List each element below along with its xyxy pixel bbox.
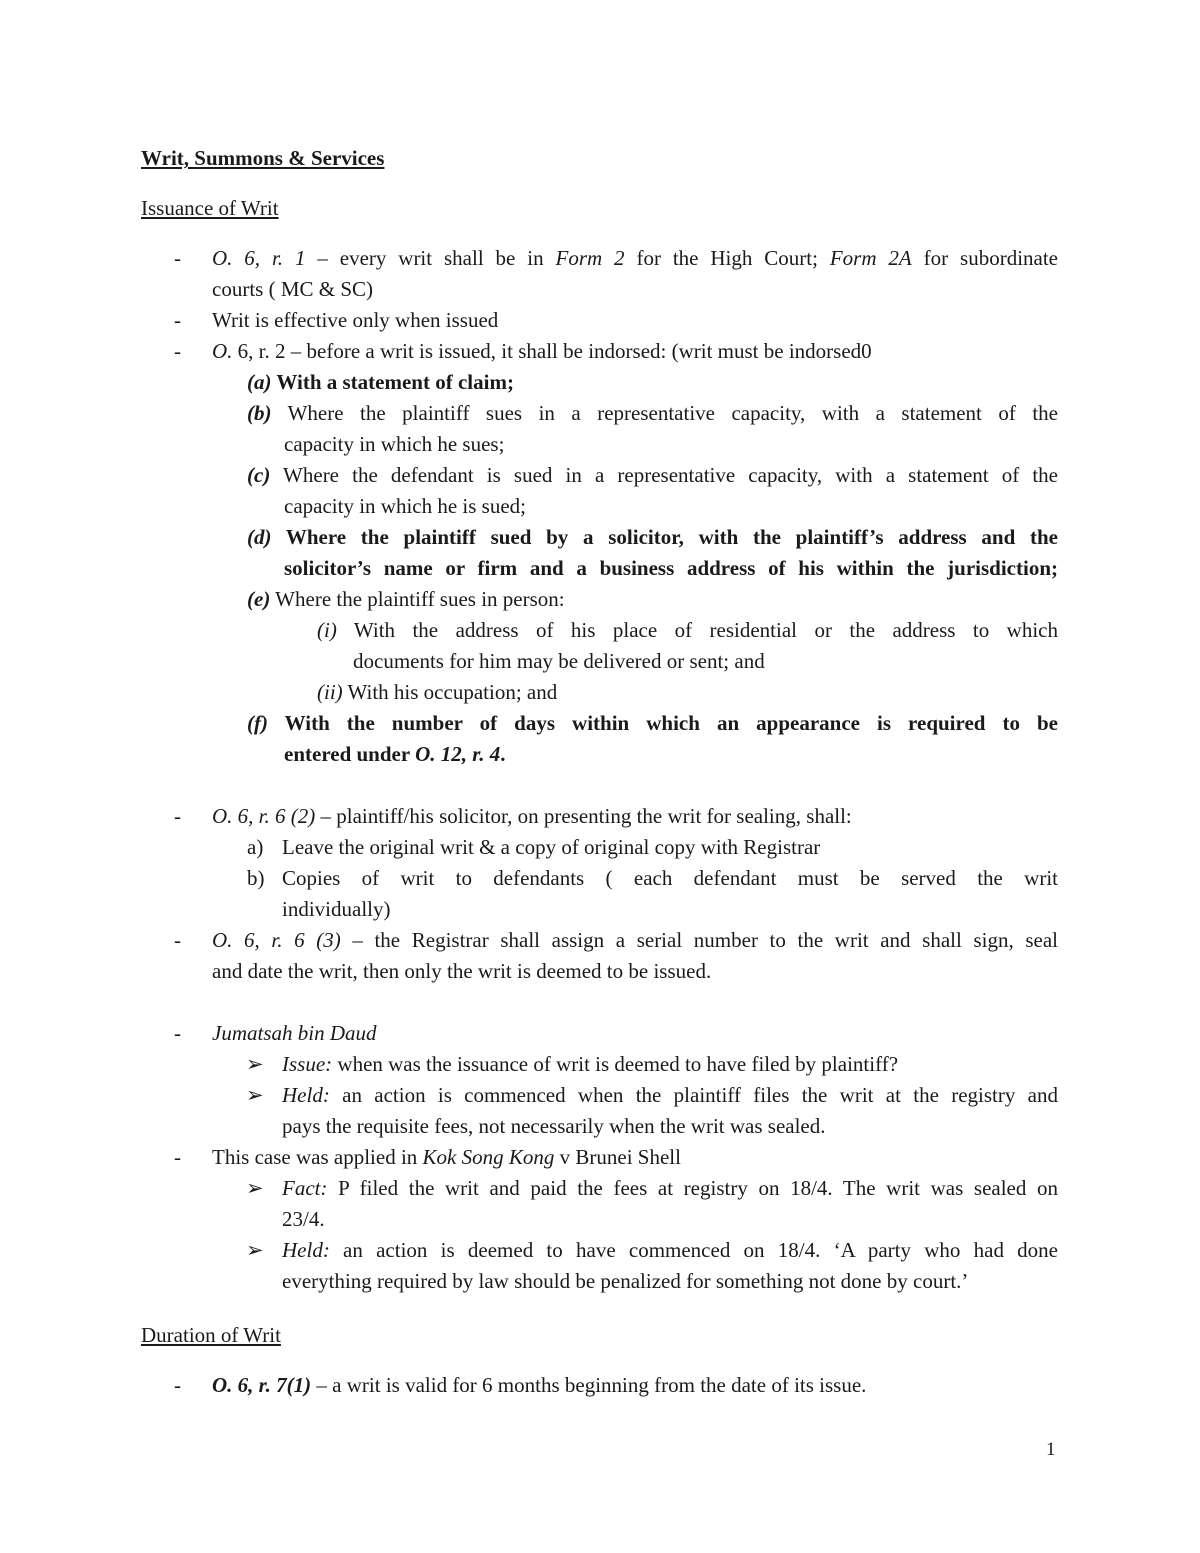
sub-item-a: Leave the original writ & a copy of original copy with Registrar [282,835,821,859]
bullet-dash: - [174,339,181,363]
item-e-i-line-1: (i) With the address of his place of residential or the address to which [317,618,1058,642]
bullet-dash: - [174,1021,181,1045]
case-held2-line-2: everything required by law should be penalized for something not done by court.’ [282,1269,969,1293]
item-a: (a) With a statement of claim; [247,370,514,394]
rule-6-6-3-line-1: O. 6, r. 6 (3) – the Registrar shall assign a serial number to the writ and shall sign, seal [212,928,1058,952]
case-held2-line-1: Held: an action is deemed to have commenced on 18/4. ‘A party who had done [282,1238,1058,1262]
bullet-dash: - [174,308,181,332]
rule-6-6-2: O. 6, r. 6 (2) – plaintiff/his solicitor, on presenting the writ for sealing, shall: [212,804,852,828]
case-applied: This case was applied in Kok Song Kong v Brunei Shell [212,1145,681,1169]
item-c-line-1: (c) Where the defendant is sued in a representative capacity, with a statement of the [247,463,1058,487]
rule-6-2-intro: O. 6, r. 2 – before a writ is issued, it shall be indorsed: (writ must be indorsed0 [212,339,872,363]
item-b-line-2: capacity in which he sues; [284,432,505,456]
sub-label-b: b) [247,866,265,890]
rule-6-1-line-1: O. 6, r. 1 – every writ shall be in Form 2 for the High Court; Form 2A for subordinate [212,246,1059,270]
sub-label-a: a) [247,835,264,859]
rule-6-6-3-line-2: and date the writ, then only the writ is deemed to be issued. [212,959,712,983]
bullet-dash: - [174,928,181,952]
case-issue: Issue: when was the issuance of writ is deemed to have filed by plaintiff? [282,1052,899,1076]
page-title: Writ, Summons & Services [141,146,385,170]
case-jumatsah: Jumatsah bin Daud [212,1021,377,1045]
case-fact-line-2: 23/4. [282,1207,325,1231]
case-fact-line-1: Fact: P filed the writ and paid the fees at registry on 18/4. The writ was sealed on [282,1176,1058,1200]
item-b-line-1: (b) Where the plaintiff sues in a representative capacity, with a statement of the [247,401,1058,425]
arrow-bullet-icon: ➢ [246,1238,264,1262]
arrow-bullet-icon: ➢ [246,1052,264,1076]
item-e-i-line-2: documents for him may be delivered or sent; and [353,649,765,673]
item-d-line-1: (d) Where the plaintiff sued by a solicitor, with the plaintiff’s address and the [247,525,1058,549]
page-number: 1 [1046,1439,1056,1460]
sub-item-b-line-2: individually) [282,897,391,921]
item-f-line-2: entered under O. 12, r. 4. [284,742,506,766]
arrow-bullet-icon: ➢ [246,1176,264,1200]
item-d-line-2: solicitor’s name or firm and a business address of his within the jurisdiction; [284,556,1058,580]
rule-6-7-1: O. 6, r. 7(1) – a writ is valid for 6 months beginning from the date of its issue. [212,1373,867,1397]
bullet-dash: - [174,1373,181,1397]
arrow-bullet-icon: ➢ [246,1083,264,1107]
case-held-line-2: pays the requisite fees, not necessarily when the writ was sealed. [282,1114,826,1138]
item-e-ii: (ii) With his occupation; and [317,680,558,704]
case-held-line-1: Held: an action is commenced when the plaintiff files the writ at the registry and [282,1083,1058,1107]
item-e: (e) Where the plaintiff sues in person: [247,587,565,611]
rule-6-1-line-2: courts ( MC & SC) [212,277,374,301]
writ-effective-text: Writ is effective only when issued [212,308,499,332]
bullet-dash: - [174,246,181,270]
section-heading-issuance: Issuance of Writ [141,196,279,220]
sub-item-b-line-1: Copies of writ to defendants ( each defendant must be served the writ [282,866,1058,890]
bullet-dash: - [174,804,181,828]
item-f-line-1: (f) With the number of days within which an appearance is required to be [247,711,1058,735]
item-c-line-2: capacity in which he is sued; [284,494,527,518]
bullet-dash: - [174,1145,181,1169]
section-heading-duration: Duration of Writ [141,1323,281,1347]
